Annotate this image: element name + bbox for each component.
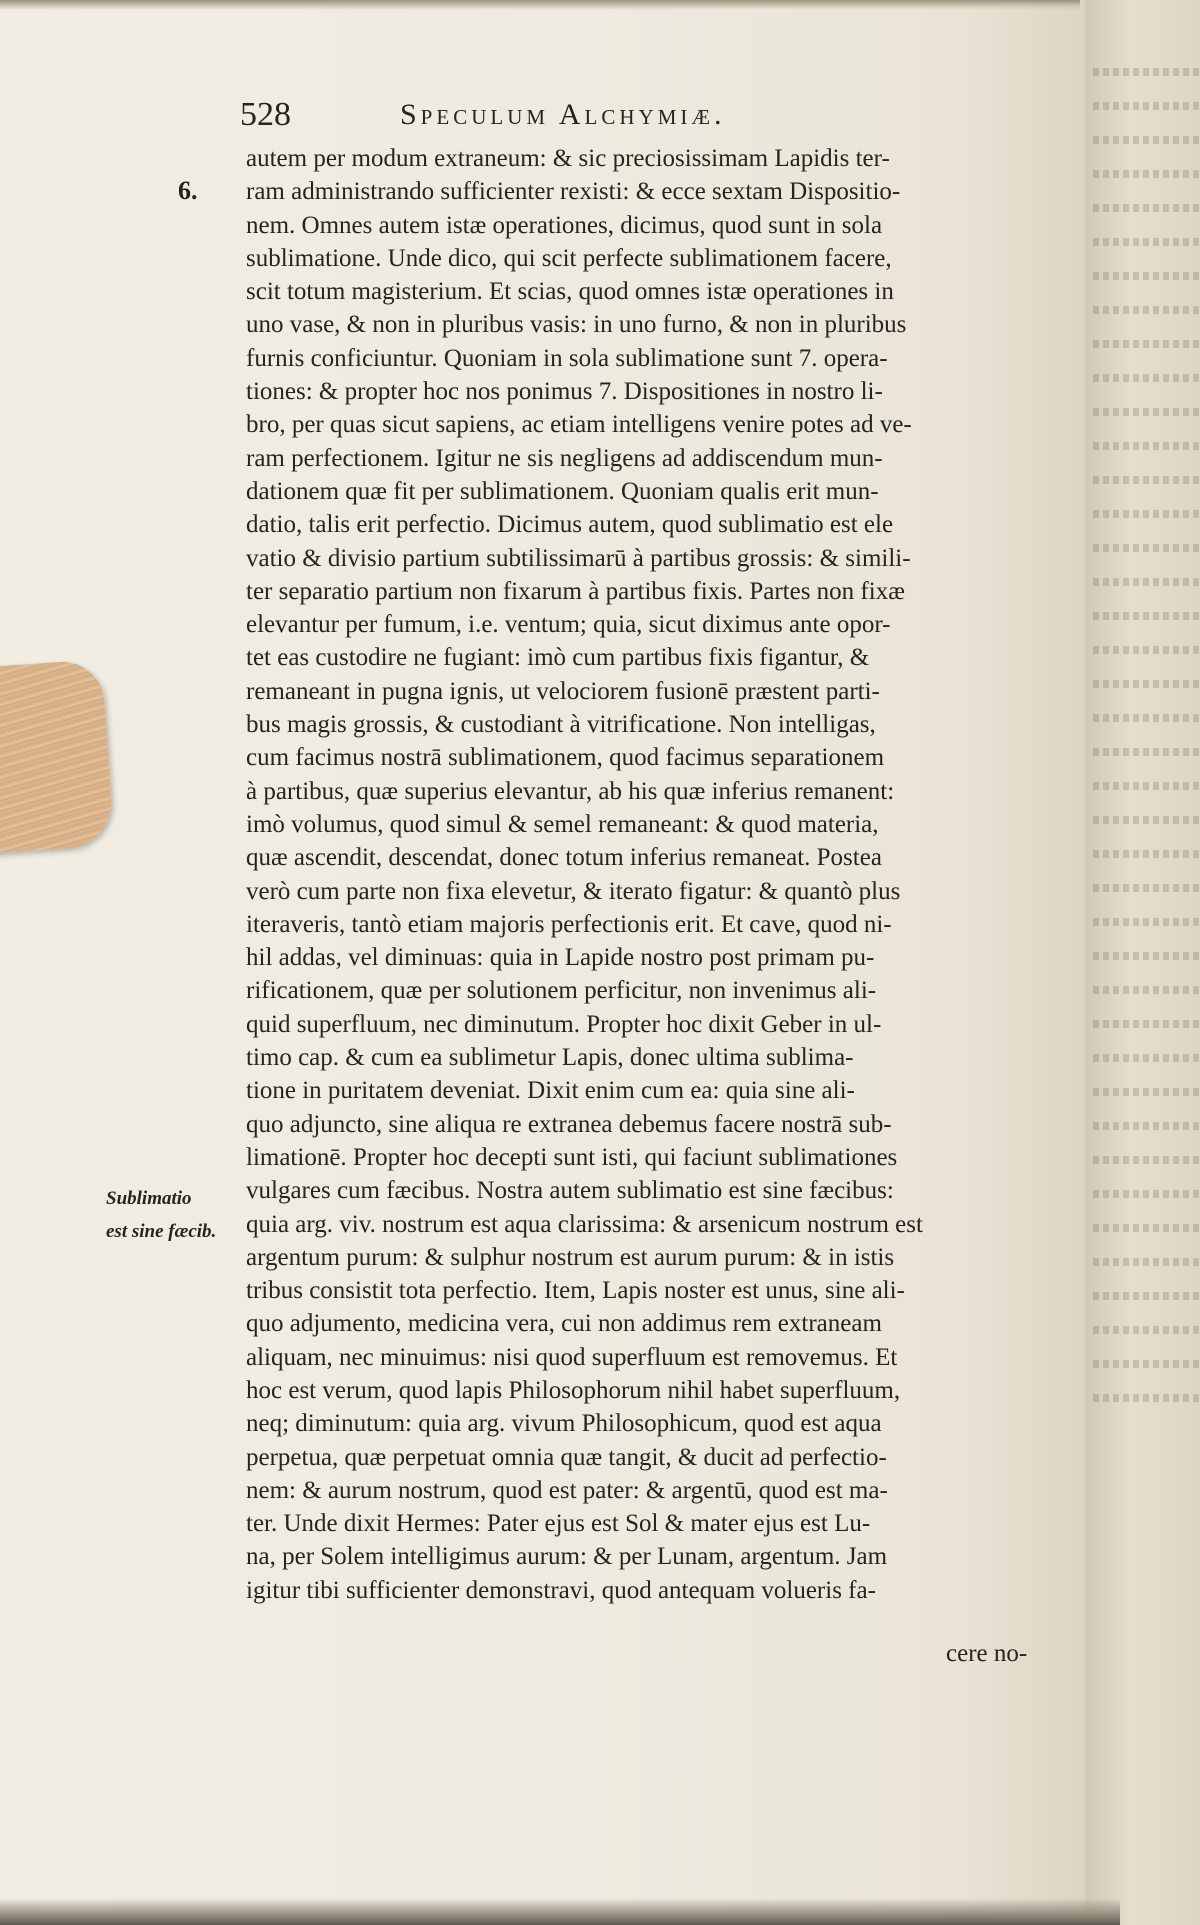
text-line: à partibus, quæ superius elevantur, ab his quæ inferius remanent: xyxy=(246,777,895,805)
next-page-ghost-line xyxy=(1093,1190,1200,1198)
text-line: quo adjumento, medicina vera, cui non addimus rem extraneam xyxy=(246,1310,882,1338)
next-page-ghost-line xyxy=(1093,1122,1200,1130)
margin-note-line-2: est sine fæcib. xyxy=(106,1221,217,1242)
text-line: bus magis grossis, & custodiant à vitrificatione. Non intelligas, xyxy=(246,711,876,739)
text-line: imò volumus, quod simul & semel remaneant: & quod materia, xyxy=(246,810,879,838)
next-page-ghost-line xyxy=(1093,952,1200,960)
next-page-ghost-line xyxy=(1093,1156,1200,1164)
page-bottom-edge xyxy=(0,1898,1120,1925)
text-line: quia arg. viv. nostrum est aqua clarissima: & arsenicum nostrum est xyxy=(246,1210,923,1238)
next-page-ghost-line xyxy=(1093,442,1200,450)
text-line: furnis conficiuntur. Quoniam in sola sublimatione sunt 7. opera- xyxy=(246,344,888,372)
next-page-ghost-line xyxy=(1093,1394,1200,1402)
next-page-ghost-line xyxy=(1093,102,1200,110)
text-line: hoc est verum, quod lapis Philosophorum nihil habet superfluum, xyxy=(246,1376,901,1404)
next-page-ghost-line xyxy=(1093,374,1200,382)
next-page-ghost-line xyxy=(1093,408,1200,416)
next-page-ghost-line xyxy=(1093,476,1200,484)
next-page-ghost-line xyxy=(1093,238,1200,246)
text-line: quæ ascendit, descendat, donec totum inferius remaneat. Postea xyxy=(246,844,882,872)
next-page-ghost-line xyxy=(1093,170,1200,178)
paper-bookmark xyxy=(0,659,114,855)
text-line: cum facimus nostrā sublimationem, quod facimus separationem xyxy=(246,744,885,772)
text-line: autem per modum extraneum: & sic preciosissimam Lapidis ter- xyxy=(246,145,890,172)
page-top-edge xyxy=(0,0,1080,10)
text-line: ram perfectionem. Igitur ne sis negligens ad addiscendum mun- xyxy=(246,444,883,472)
text-line: scit totum magisterium. Et scias, quod omnes istæ operationes in xyxy=(246,278,894,306)
text-line: quid superfluum, nec diminutum. Propter hoc dixit Geber in ul- xyxy=(246,1010,882,1038)
text-line: nem: & aurum nostrum, quod est pater: & argentū, quod est ma- xyxy=(246,1476,888,1504)
next-page-ghost-line xyxy=(1093,136,1200,144)
next-page-ghost-line xyxy=(1093,680,1200,688)
next-page-ghost-line xyxy=(1093,850,1200,858)
text-line: tet eas custodire ne fugiant: imò cum partibus fixis figantur, & xyxy=(246,644,870,672)
next-page-ghost-line xyxy=(1093,510,1200,518)
text-line: uno vase, & non in pluribus vasis: in uno furno, & non in pluribus xyxy=(246,311,907,339)
next-page-ghost-line xyxy=(1093,578,1200,586)
text-line: sublimatione. Unde dico, qui scit perfecte sublimationem facere, xyxy=(246,244,892,272)
text-line: limationē. Propter hoc decepti sunt isti, qui faciunt sublimationes xyxy=(246,1143,898,1171)
next-page-ghost-line xyxy=(1093,714,1200,722)
text-line: verò cum parte non fixa elevetur, & iterato figatur: & quantò plus xyxy=(246,877,901,905)
text-line: nem. Omnes autem istæ operationes, dicimus, quod sunt in sola xyxy=(246,211,883,239)
margin-section-number: 6. xyxy=(178,176,198,205)
text-line: quo adjuncto, sine aliqua re extranea debemus facere nostrā sub- xyxy=(246,1110,892,1138)
next-page-ghost-line xyxy=(1093,1292,1200,1300)
next-page-ghost-line xyxy=(1093,306,1200,314)
next-page-edge xyxy=(1085,0,1200,1925)
margin-note-line-1: Sublimatio xyxy=(106,1188,192,1209)
running-head: Speculum Alchymiæ. xyxy=(400,98,726,131)
text-line: argentum purum: & sulphur nostrum est aurum purum: & in istis xyxy=(246,1243,895,1271)
text-line: ter separatio partium non fixarum à partibus fixis. Partes non fixæ xyxy=(246,577,905,605)
next-page-ghost-line xyxy=(1093,272,1200,280)
next-page-ghost-line xyxy=(1093,544,1200,552)
text-line: aliquam, nec minuimus: nisi quod superfluum est removemus. Et xyxy=(246,1343,898,1371)
text-line: tione in puritatem deveniat. Dixit enim cum ea: quia sine ali- xyxy=(246,1077,855,1105)
text-line: perpetua, quæ perpetuat omnia quæ tangit, & ducit ad perfectio- xyxy=(246,1443,887,1471)
body-text xyxy=(246,142,1056,1607)
text-line: neq; diminutum: quia arg. vivum Philosophicum, quod est aqua xyxy=(246,1410,882,1438)
margin-note xyxy=(106,1182,246,1248)
next-page-ghost-line xyxy=(1093,1360,1200,1368)
catchword: cere no- xyxy=(946,1640,1028,1667)
text-line: vulgares cum fæcibus. Nostra autem sublimatio est sine fæcibus: xyxy=(246,1177,894,1205)
text-line: elevantur per fumum, i.e. ventum; quia, sicut diximus ante opor- xyxy=(246,611,891,639)
next-page-ghost-line xyxy=(1093,1054,1200,1062)
text-line: tribus consistit tota perfectio. Item, Lapis noster est unus, sine ali- xyxy=(246,1277,905,1305)
next-page-ghost-line xyxy=(1093,1224,1200,1232)
text-line: igitur tibi sufficienter demonstravi, quod antequam volueris fa- xyxy=(246,1576,876,1604)
text-line: rificationem, quæ per solutionem perficitur, non invenimus ali- xyxy=(246,977,877,1005)
text-line: vatio & divisio partium subtilissimarū à partibus grossis: & simili- xyxy=(246,544,911,572)
text-line: ter. Unde dixit Hermes: Pater ejus est Sol & mater ejus est Lu- xyxy=(246,1510,871,1538)
text-line: na, per Solem intelligimus aurum: & per Lunam, argentum. Jam xyxy=(246,1543,888,1571)
text-line: bro, per quas sicut sapiens, ac etiam intelligens venire potes ad ve- xyxy=(246,411,912,439)
next-page-ghost-line xyxy=(1093,748,1200,756)
text-line: timo cap. & cum ea sublimetur Lapis, donec ultima sublima- xyxy=(246,1044,854,1072)
next-page-ghost-line xyxy=(1093,1020,1200,1028)
next-page-ghost-line xyxy=(1093,68,1200,76)
next-page-ghost-line xyxy=(1093,986,1200,994)
next-page-ghost-line xyxy=(1093,1258,1200,1266)
next-page-ghost-line xyxy=(1093,816,1200,824)
page-header xyxy=(240,96,900,136)
next-page-ghost-line xyxy=(1093,204,1200,212)
text-line: ram administrando sufficienter rexisti: & ecce sextam Dispositio- xyxy=(246,178,901,206)
text-line: datio, talis erit perfectio. Dicimus autem, quod sublimatio est ele xyxy=(246,511,894,539)
next-page-ghost-line xyxy=(1093,612,1200,620)
text-line: remaneant in pugna ignis, ut velociorem fusionē præstent parti- xyxy=(246,677,880,705)
text-line: dationem quæ fit per sublimationem. Quoniam qualis erit mun- xyxy=(246,477,879,505)
next-page-ghost-line xyxy=(1093,918,1200,926)
next-page-ghost-line xyxy=(1093,884,1200,892)
next-page-ghost-line xyxy=(1093,1326,1200,1334)
next-page-ghost-line xyxy=(1093,782,1200,790)
next-page-ghost-line xyxy=(1093,646,1200,654)
next-page-ghost-line xyxy=(1093,1088,1200,1096)
page-number: 528 xyxy=(240,96,291,133)
text-line: iteraveris, tantò etiam majoris perfectionis erit. Et cave, quod ni- xyxy=(246,910,892,938)
text-line: hil addas, vel diminuas: quia in Lapide nostro post primam pu- xyxy=(246,944,875,972)
next-page-ghost-line xyxy=(1093,340,1200,348)
text-line: tiones: & propter hoc nos ponimus 7. Dispositiones in nostro li- xyxy=(246,378,883,406)
